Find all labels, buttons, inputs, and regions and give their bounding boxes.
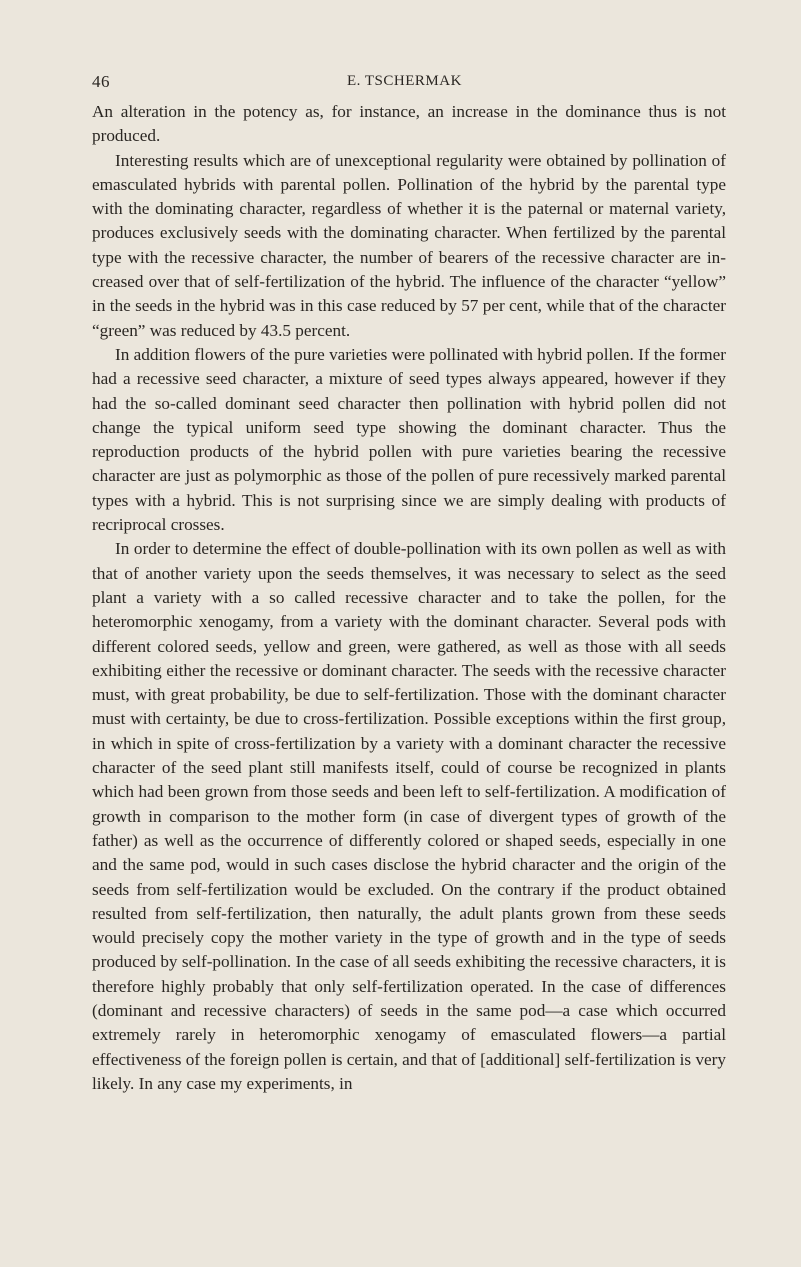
paragraph: An alteration in the potency as, for instance, an increase in the dominance thus is not produced. xyxy=(92,102,726,146)
paragraph: In order to determine the effect of double-pollination with its own pollen as well as with that of another variety upon the seeds themselves, it was necessary to select as the seed plant a variety with a so called recessive character and to take the pollen, for the heteromorphic xenogamy, from a variety with the dominant character. Several pods with different colored seeds, yellow and green, were gathered, as well as those with all seeds exhibiting either the recessive or dominant character. The seeds with the recessive character must, with great probability, be due to self-fertilization. Those with the dominant character must with certainty, be due to cross-fertilization. Possible exceptions within the first group, in which in spite of cross-fertilization by a variety with a dominant character the recessive character of the seed plant still manifests itself, could of course be recognized in plants which had been grown from those seeds and been left to self-fertilization. A modification of growth in comparison to the mother form (in case of divergent types of growth of the father) as well as the occurrence of differently colored or shaped seeds, especially in one and the same pod, would in such cases disclose the hybrid character and the origin of the seeds from self-fertilization would be excluded. On the contrary if the product obtained resulted from self-fertilization, then naturally, the adult plants grown from these seeds would precisely copy the mother variety in the type of growth and in the type of seeds produced by self-pollination. In the case of all seeds exhibiting the recessive characters, it is therefore highly probably that only self-fertilization operated. In the case of differences (dominant and recessive characters) of seeds in the same pod—a case which occurred extremely rarely in heteromorphic xenogamy of emasculated flowers—a partial effectiveness of the foreign pollen is certain, and that of [additional] self-fertilization is very likely. In any case my experiments, in xyxy=(92,539,726,1093)
paragraph: Interesting results which are of unexceptional regularity were obtained by pollination of emasculated hybrids with parental pollen. Pollination of the hybrid by the parental type with the dominating character, regardless of whether it is the paternal or maternal variety, produces exclusively seeds with the dominating character. When fertilized by the parental type with the recessive character, the number of bearers of the recessive character are increased over that of self-fertilization of the hybrid. The influence of the character “yellow” in the seeds in the hybrid was in this case reduced by 57 per cent, while that of the character “green” was reduced by 43.5 percent. xyxy=(92,150,726,340)
running-head: E. TSCHERMAK xyxy=(347,73,462,89)
page-number: 46 xyxy=(92,72,110,91)
body-text xyxy=(92,100,726,1096)
paragraph: In addition flowers of the pure varieties were pollinated with hybrid pollen. If the former had a recessive seed character, a mixture of seed types always appeared, however if they had the so-called dominant seed character then pollination with hybrid pollen did not change the typical uniform seed type showing the dominant character. Thus the reproduction products of the hybrid pollen with pure varieties bearing the recessive character are just as polymorphic as those of the pollen of pure recessively marked parental types with a hybrid. This is not surprising since we are simply dealing with products of recriprocal crosses. xyxy=(92,344,726,535)
page-header xyxy=(92,72,724,96)
